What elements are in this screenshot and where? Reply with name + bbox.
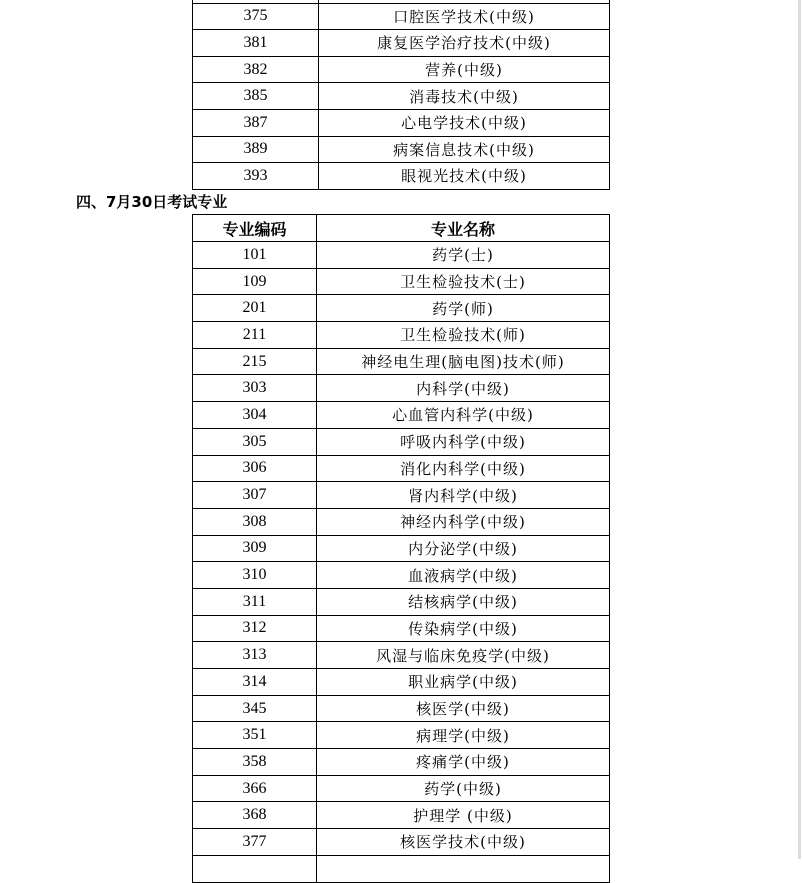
specialty-name: 眼视光技术(中级)	[319, 163, 610, 190]
table-row	[193, 295, 610, 322]
specialty-name: 营养(中级)	[319, 56, 610, 83]
table-row	[193, 669, 610, 696]
table-row	[193, 722, 610, 749]
table-row	[193, 30, 610, 57]
specialty-name: 药学(中级)	[317, 775, 610, 802]
specialty-code: 345	[193, 695, 317, 722]
specialty-name: 呼吸内科学(中级)	[317, 428, 610, 455]
table-row	[193, 615, 610, 642]
specialty-table-july-30-body	[193, 242, 610, 883]
specialty-code: 377	[193, 829, 317, 856]
specialty-code: 368	[193, 802, 317, 829]
specialty-name: 风湿与临床免疫学(中级)	[317, 642, 610, 669]
table-header-row	[193, 215, 610, 242]
specialty-name: 传染病学(中级)	[317, 615, 610, 642]
table-row	[193, 802, 610, 829]
specialty-code: 306	[193, 455, 317, 482]
specialty-code: 201	[193, 295, 317, 322]
specialty-code: 309	[193, 535, 317, 562]
header-name: 专业名称	[317, 215, 610, 242]
table-row	[193, 855, 610, 882]
specialty-code	[193, 855, 317, 882]
specialty-name: 神经内科学(中级)	[317, 508, 610, 535]
specialty-code: 109	[193, 268, 317, 295]
specialty-code: 385	[193, 83, 319, 110]
table-row	[193, 83, 610, 110]
specialty-name: 口腔医学技术(中级)	[319, 3, 610, 30]
specialty-name: 卫生检验技术(师)	[317, 322, 610, 349]
specialty-table-july-30	[192, 214, 610, 883]
specialty-name: 病理学(中级)	[317, 722, 610, 749]
specialty-name: 卫生检验技术(士)	[317, 268, 610, 295]
specialty-table-continued-body	[193, 0, 610, 189]
specialty-code: 381	[193, 30, 319, 57]
specialty-code: 375	[193, 3, 319, 30]
table-row	[193, 829, 610, 856]
specialty-code: 101	[193, 242, 317, 269]
table-row	[193, 508, 610, 535]
table-row	[193, 402, 610, 429]
table-row	[193, 695, 610, 722]
specialty-code: 211	[193, 322, 317, 349]
table-row	[193, 56, 610, 83]
table-row	[193, 322, 610, 349]
table-row	[193, 136, 610, 163]
specialty-name: 心血管内科学(中级)	[317, 402, 610, 429]
specialty-code: 313	[193, 642, 317, 669]
specialty-table-continued	[192, 0, 610, 190]
specialty-name: 消化内科学(中级)	[317, 455, 610, 482]
specialty-name: 消毒技术(中级)	[319, 83, 610, 110]
specialty-code: 389	[193, 136, 319, 163]
specialty-name: 核医学技术(中级)	[317, 829, 610, 856]
table-row	[193, 428, 610, 455]
specialty-name: 疼痛学(中级)	[317, 749, 610, 776]
table-row	[193, 535, 610, 562]
table-row	[193, 163, 610, 190]
specialty-name	[317, 855, 610, 882]
specialty-code: 387	[193, 109, 319, 136]
table-row	[193, 455, 610, 482]
specialty-code: 305	[193, 428, 317, 455]
table-row	[193, 775, 610, 802]
table-row	[193, 3, 610, 30]
specialty-code: 393	[193, 163, 319, 190]
specialty-name: 职业病学(中级)	[317, 669, 610, 696]
specialty-code: 351	[193, 722, 317, 749]
table-row	[193, 642, 610, 669]
specialty-name: 康复医学治疗技术(中级)	[319, 30, 610, 57]
specialty-code: 312	[193, 615, 317, 642]
specialty-code: 215	[193, 348, 317, 375]
table-row	[193, 268, 610, 295]
specialty-name: 药学(师)	[317, 295, 610, 322]
specialty-name: 药学(士)	[317, 242, 610, 269]
specialty-code: 304	[193, 402, 317, 429]
table-row	[193, 242, 610, 269]
specialty-name: 病案信息技术(中级)	[319, 136, 610, 163]
specialty-name: 护理学 (中级)	[317, 802, 610, 829]
table-row	[193, 348, 610, 375]
specialty-name: 核医学(中级)	[317, 695, 610, 722]
specialty-code: 358	[193, 749, 317, 776]
specialty-name: 血液病学(中级)	[317, 562, 610, 589]
table-row	[193, 482, 610, 509]
specialty-name: 肾内科学(中级)	[317, 482, 610, 509]
header-code: 专业编码	[193, 215, 317, 242]
specialty-name: 内科学(中级)	[317, 375, 610, 402]
table-row	[193, 588, 610, 615]
specialty-name: 神经电生理(脑电图)技术(师)	[317, 348, 610, 375]
specialty-name: 结核病学(中级)	[317, 588, 610, 615]
specialty-code: 314	[193, 669, 317, 696]
specialty-code: 311	[193, 588, 317, 615]
table-row	[193, 749, 610, 776]
specialty-name: 心电学技术(中级)	[319, 109, 610, 136]
specialty-code: 308	[193, 508, 317, 535]
table-row	[193, 109, 610, 136]
section-heading: 四、7月30日考试专业	[76, 193, 228, 211]
specialty-code: 382	[193, 56, 319, 83]
specialty-code: 366	[193, 775, 317, 802]
page-right-border	[798, 0, 801, 859]
specialty-code: 303	[193, 375, 317, 402]
specialty-code: 307	[193, 482, 317, 509]
specialty-code: 310	[193, 562, 317, 589]
table-row	[193, 375, 610, 402]
table-row	[193, 562, 610, 589]
specialty-name: 内分泌学(中级)	[317, 535, 610, 562]
